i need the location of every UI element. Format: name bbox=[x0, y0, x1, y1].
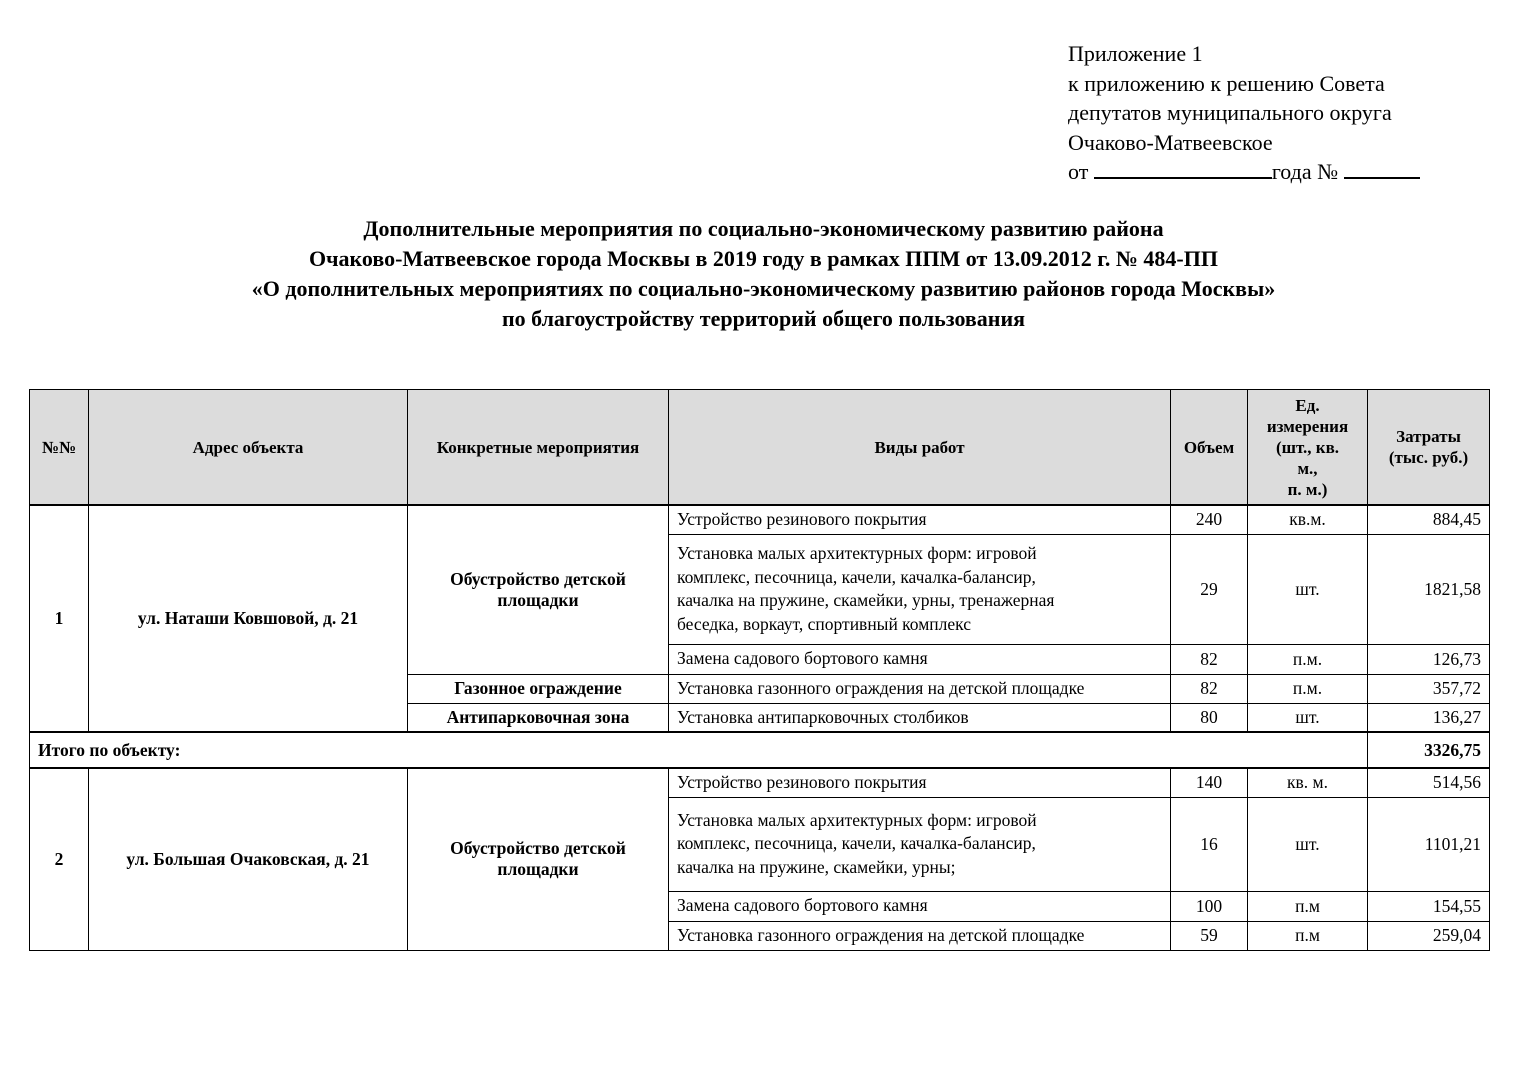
header-unit-line-4: м., bbox=[1297, 458, 1318, 478]
header-unit-line-1: Ед. bbox=[1295, 395, 1320, 415]
unit-cell: кв. м. bbox=[1248, 768, 1368, 797]
work-line-2: комплекс, песочница, качели, качалка-балансир, bbox=[677, 833, 1036, 854]
appendix-line-3: депутатов муниципального округа bbox=[1068, 100, 1392, 125]
work-type bbox=[669, 534, 1171, 644]
volume-cell: 16 bbox=[1171, 797, 1248, 891]
header-cost-line-1: Затраты bbox=[1396, 427, 1461, 446]
volume-cell: 80 bbox=[1171, 703, 1248, 732]
header-address: Адрес объекта bbox=[89, 390, 408, 506]
volume-cell: 82 bbox=[1171, 644, 1248, 674]
volume-cell: 240 bbox=[1171, 505, 1248, 534]
work-type: Установка газонного ограждения на детской площадке bbox=[669, 674, 1171, 703]
cost-cell: 1821,58 bbox=[1368, 534, 1490, 644]
work-line-3: качалка на пружине, скамейки, урны, тренажерная bbox=[677, 590, 1055, 610]
total-label: Итого по объекту: bbox=[30, 732, 1368, 768]
title-line-2: Очаково-Матвеевское города Москвы в 2019 году в рамках ППМ от 13.09.2012 г. № 484-ПП bbox=[309, 246, 1218, 271]
work-type: Установка газонного ограждения на детской площадке bbox=[669, 921, 1171, 950]
object-address: ул. Наташи Ковшовой, д. 21 bbox=[89, 505, 408, 732]
date-blank bbox=[1094, 157, 1272, 179]
unit-cell: п.м bbox=[1248, 891, 1368, 921]
appendix-line-1: Приложение 1 bbox=[1068, 41, 1203, 66]
object-address: ул. Большая Очаковская, д. 21 bbox=[89, 768, 408, 950]
work-type: Устройство резинового покрытия bbox=[669, 505, 1171, 534]
header-works: Виды работ bbox=[669, 390, 1171, 506]
header-cost bbox=[1368, 390, 1490, 506]
header-cost-line-2: (тыс. руб.) bbox=[1388, 448, 1469, 467]
cost-cell: 154,55 bbox=[1368, 891, 1490, 921]
volume-cell: 82 bbox=[1171, 674, 1248, 703]
appendix-block bbox=[1068, 39, 1420, 187]
table-row bbox=[30, 505, 1490, 534]
title-line-3: «О дополнительных мероприятиях по социально-экономическому развитию районов города Москвы» bbox=[251, 276, 1276, 301]
unit-cell: шт. bbox=[1248, 703, 1368, 732]
cost-cell: 259,04 bbox=[1368, 921, 1490, 950]
measure-line-1: Обустройство детской bbox=[450, 568, 626, 589]
cost-cell: 1101,21 bbox=[1368, 797, 1490, 891]
header-unit-line-5: п. м.) bbox=[1287, 479, 1328, 499]
measure-cell: Газонное ограждение bbox=[408, 674, 669, 703]
measure-line-1: Обустройство детской bbox=[450, 838, 626, 859]
document-title bbox=[0, 214, 1527, 334]
year-number-label: года № bbox=[1271, 159, 1344, 184]
measure-cell: Антипарковочная зона bbox=[408, 703, 669, 732]
header-unit-line-2: измерения bbox=[1266, 416, 1349, 436]
measure-line-2: площадки bbox=[497, 589, 579, 610]
appendix-line-2: к приложению к решению Совета bbox=[1068, 70, 1385, 96]
unit-cell: шт. bbox=[1248, 534, 1368, 644]
cost-cell: 514,56 bbox=[1368, 768, 1490, 797]
work-line-1: Установка малых архитектурных форм: игровой bbox=[677, 543, 1037, 563]
unit-cell: шт. bbox=[1248, 797, 1368, 891]
work-type: Замена садового бортового камня bbox=[669, 891, 1171, 921]
volume-cell: 59 bbox=[1171, 921, 1248, 950]
header-unit-line-3: (шт., кв. bbox=[1275, 437, 1340, 457]
header-unit bbox=[1248, 390, 1368, 506]
object-number: 1 bbox=[30, 505, 89, 732]
work-line-2: комплекс, песочница, качели, качалка-балансир, bbox=[677, 566, 1036, 587]
total-row bbox=[30, 732, 1490, 768]
title-line-4: по благоустройству территорий общего пользования bbox=[501, 306, 1026, 331]
cost-cell: 357,72 bbox=[1368, 674, 1490, 703]
table-header-row bbox=[30, 390, 1490, 506]
header-volume: Объем bbox=[1171, 390, 1248, 506]
measures-table bbox=[29, 389, 1490, 951]
work-line-1: Установка малых архитектурных форм: игровой bbox=[677, 809, 1037, 830]
unit-cell: п.м. bbox=[1248, 644, 1368, 674]
number-blank bbox=[1344, 157, 1420, 179]
header-measures: Конкретные мероприятия bbox=[408, 390, 669, 506]
work-type: Установка антипарковочных столбиков bbox=[669, 703, 1171, 732]
volume-cell: 29 bbox=[1171, 534, 1248, 644]
unit-cell: кв.м. bbox=[1248, 505, 1368, 534]
cost-cell: 126,73 bbox=[1368, 644, 1490, 674]
work-line-4: беседка, воркаут, спортивный комплекс bbox=[677, 613, 971, 634]
appendix-date-line bbox=[1068, 157, 1420, 187]
work-type bbox=[669, 797, 1171, 891]
work-line-3: качалка на пружине, скамейки, урны; bbox=[677, 856, 956, 877]
measure-cell bbox=[408, 505, 669, 674]
measure-cell bbox=[408, 768, 669, 950]
title-line-1: Дополнительные мероприятия по социально-экономическому развитию района bbox=[363, 216, 1164, 241]
measure-line-2: площадки bbox=[497, 859, 579, 880]
volume-cell: 140 bbox=[1171, 768, 1248, 797]
object-number: 2 bbox=[30, 768, 89, 950]
unit-cell: п.м bbox=[1248, 921, 1368, 950]
total-value: 3326,75 bbox=[1368, 732, 1490, 768]
cost-cell: 884,45 bbox=[1368, 505, 1490, 534]
unit-cell: п.м. bbox=[1248, 674, 1368, 703]
from-label: от bbox=[1068, 159, 1094, 184]
appendix-line-4: Очаково-Матвеевское bbox=[1068, 129, 1273, 155]
cost-cell: 136,27 bbox=[1368, 703, 1490, 732]
volume-cell: 100 bbox=[1171, 891, 1248, 921]
work-type: Устройство резинового покрытия bbox=[669, 768, 1171, 797]
work-type: Замена садового бортового камня bbox=[669, 644, 1171, 674]
header-num: №№ bbox=[30, 390, 89, 506]
table-row bbox=[30, 768, 1490, 797]
